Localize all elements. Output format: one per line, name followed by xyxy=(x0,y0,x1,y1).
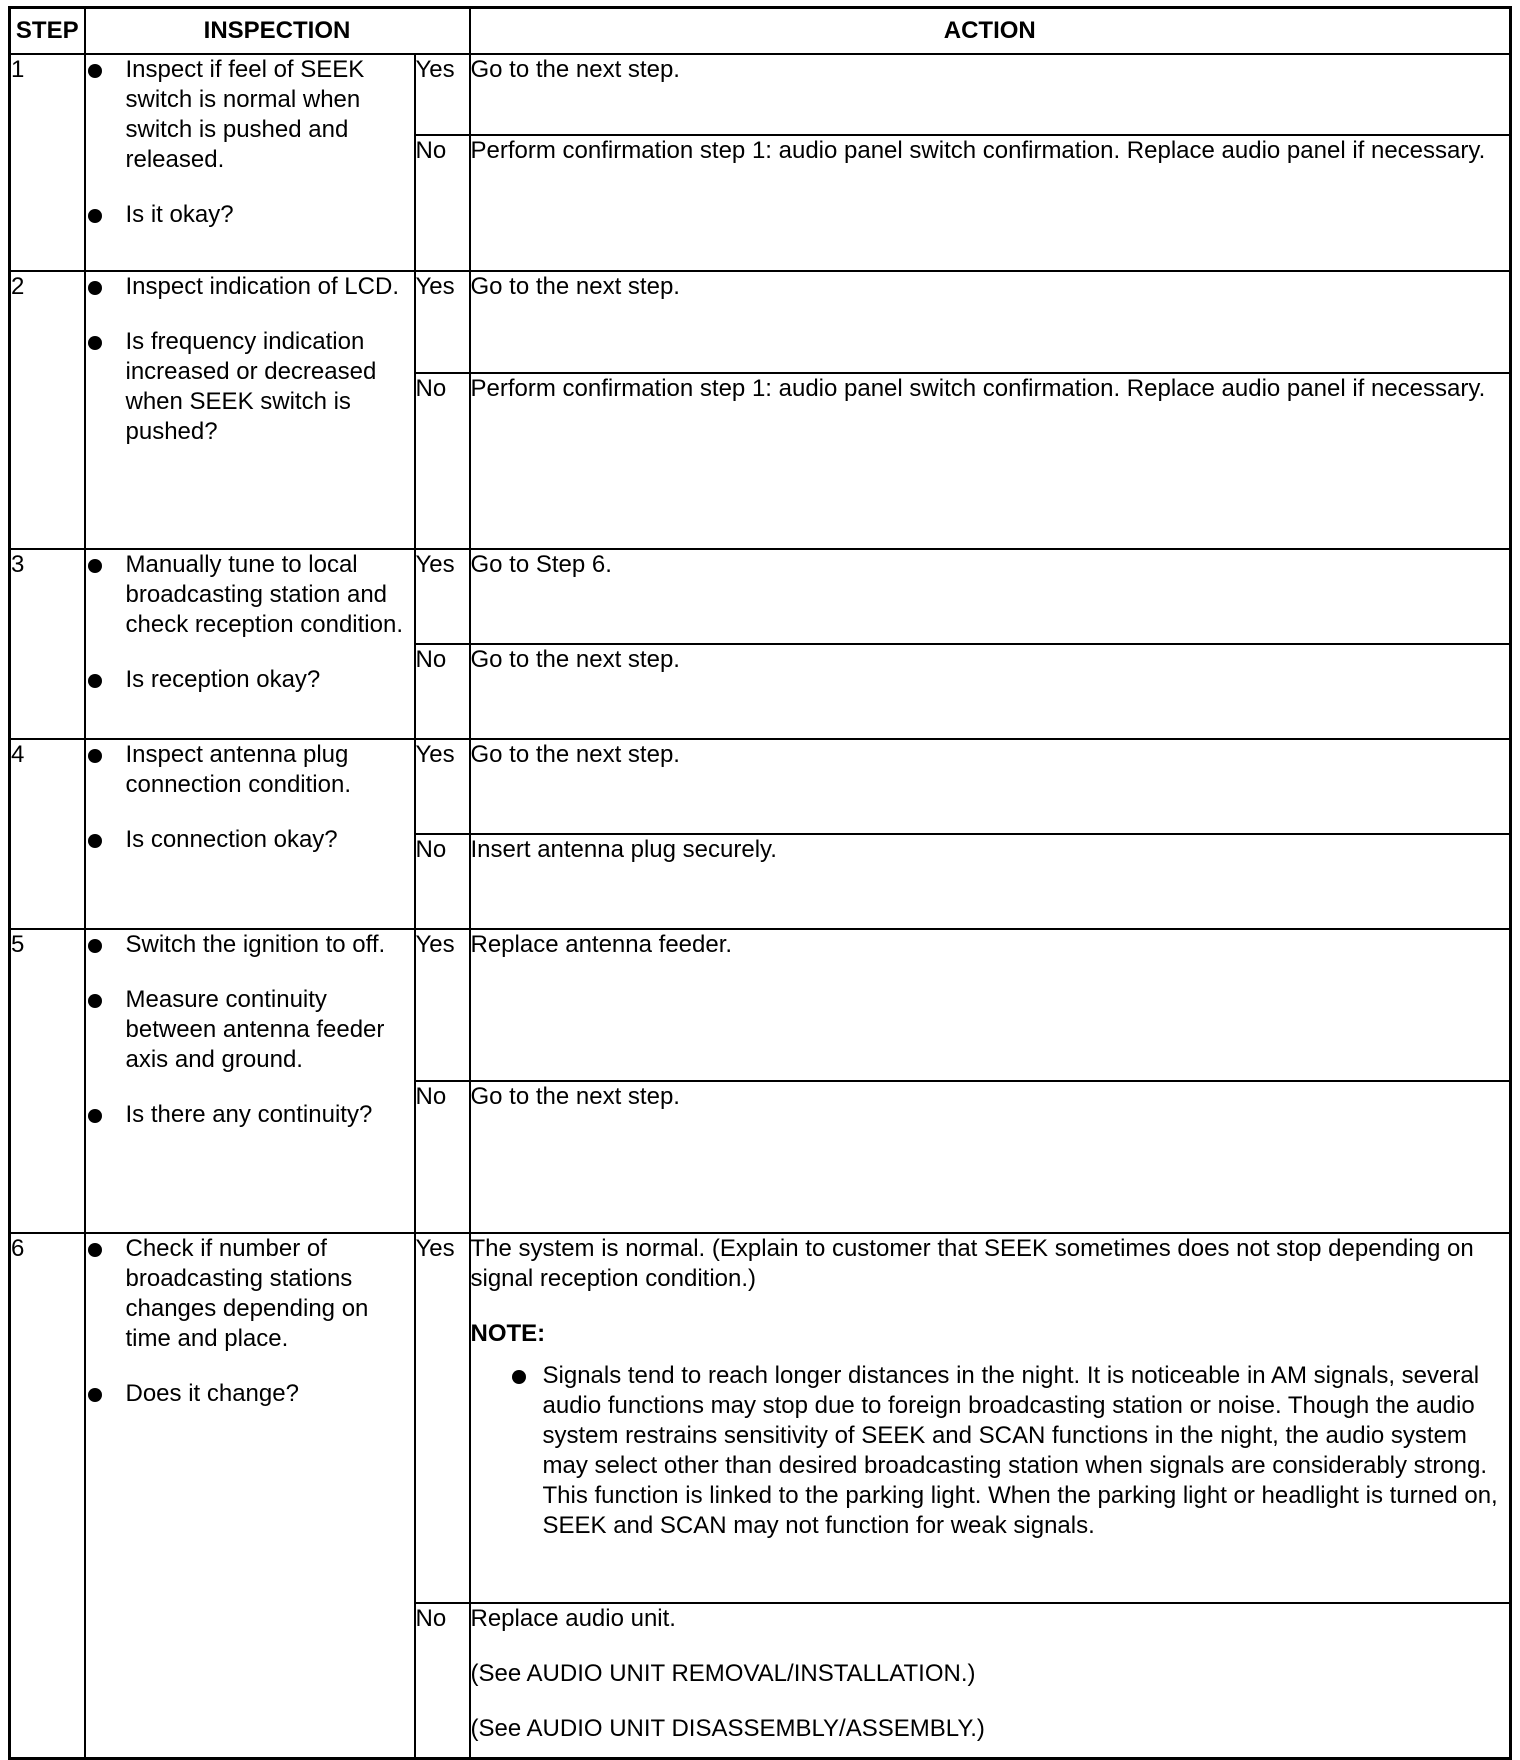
no-action xyxy=(470,1081,1511,1233)
action-text: Go to the next step. xyxy=(470,646,680,673)
step-row-yes xyxy=(10,549,1511,644)
no-action xyxy=(470,834,1511,929)
inspection-list xyxy=(86,272,414,447)
step-number: 6 xyxy=(10,1233,85,1758)
inspection-item: Is it okay? xyxy=(126,200,414,230)
inspection-cell xyxy=(85,54,415,271)
action-text: The system is normal. (Explain to customer that SEEK sometimes does not stop depending on signal reception condition.) xyxy=(470,1235,1474,1292)
inspection-item: Switch the ignition to off. xyxy=(126,930,414,960)
inspection-item: Inspect antenna plug connection condition. xyxy=(126,740,414,800)
no-label: No xyxy=(415,135,470,271)
header-step: STEP xyxy=(10,8,85,55)
inspection-item: Inspect indication of LCD. xyxy=(126,272,414,302)
note-item: Signals tend to reach longer distances in the night. It is noticeable in AM signals, several audio functions may stop due to foreign broadcasting station or noise. Though the audio system restrains sensitivity of SEEK and SCAN functions in the night, the audio system may select other than desired broadcasting station when signals are considerably strong. This function is linked to the parking light. When the parking light or headlight is turned on, SEEK and SCAN may not function for weak signals. xyxy=(543,1361,1510,1541)
action-text: Go to the next step. xyxy=(470,273,680,300)
action-text: Replace antenna feeder. xyxy=(470,931,733,958)
action-text: Go to the next step. xyxy=(470,56,680,83)
yes-label: Yes xyxy=(415,271,470,373)
inspection-list xyxy=(86,550,414,695)
step-row-yes xyxy=(10,1233,1511,1603)
action-text: Insert antenna plug securely. xyxy=(470,836,777,863)
inspection-item: Is connection okay? xyxy=(126,825,414,855)
yes-label: Yes xyxy=(415,54,470,135)
yes-action xyxy=(470,54,1511,135)
yes-label: Yes xyxy=(415,739,470,834)
yes-action xyxy=(470,271,1511,373)
inspection-item: Inspect if feel of SEEK switch is normal when switch is pushed and released. xyxy=(126,55,414,175)
step-row-yes xyxy=(10,929,1511,1081)
no-label: No xyxy=(415,834,470,929)
step-number: 4 xyxy=(10,739,85,929)
inspection-item: Does it change? xyxy=(126,1379,414,1409)
inspection-cell xyxy=(85,549,415,739)
inspection-list xyxy=(86,740,414,855)
step-row-yes xyxy=(10,739,1511,834)
inspection-item: Is frequency indication increased or decreased when SEEK switch is pushed? xyxy=(126,327,414,447)
action-text: Go to Step 6. xyxy=(470,551,612,578)
action-text: (See AUDIO UNIT DISASSEMBLY/ASSEMBLY.) xyxy=(470,1715,985,1742)
no-action xyxy=(470,135,1511,271)
action-text: Perform confirmation step 1: audio panel switch confirmation. Replace audio panel if necessary. xyxy=(470,137,1486,164)
step-row-yes xyxy=(10,271,1511,373)
action-text: Go to the next step. xyxy=(470,1083,680,1110)
yes-action xyxy=(470,549,1511,644)
no-action xyxy=(470,1603,1511,1758)
step-row-yes xyxy=(10,54,1511,135)
note-label: NOTE: xyxy=(470,1320,546,1347)
action-text: (See AUDIO UNIT REMOVAL/INSTALLATION.) xyxy=(470,1660,976,1687)
no-label: No xyxy=(415,373,470,549)
no-action xyxy=(470,373,1511,549)
no-action xyxy=(470,644,1511,739)
yes-action xyxy=(470,739,1511,834)
inspection-list xyxy=(86,55,414,230)
step-number: 5 xyxy=(10,929,85,1233)
inspection-item: Is there any continuity? xyxy=(126,1100,414,1130)
inspection-item: Is reception okay? xyxy=(126,665,414,695)
action-text: Replace audio unit. xyxy=(470,1605,676,1632)
inspection-cell xyxy=(85,739,415,929)
yes-action xyxy=(470,929,1511,1081)
yes-label: Yes xyxy=(415,549,470,644)
no-label: No xyxy=(415,644,470,739)
inspection-cell xyxy=(85,271,415,549)
table-body xyxy=(10,54,1511,1758)
inspection-cell xyxy=(85,1233,415,1758)
header-action: ACTION xyxy=(470,8,1511,55)
yes-label: Yes xyxy=(415,1233,470,1603)
inspection-item: Measure continuity between antenna feeder axis and ground. xyxy=(126,985,414,1075)
yes-label: Yes xyxy=(415,929,470,1081)
inspection-item: Manually tune to local broadcasting station and check reception condition. xyxy=(126,550,414,640)
step-number: 3 xyxy=(10,549,85,739)
header-row xyxy=(10,8,1511,55)
diagnostic-procedure-table xyxy=(8,6,1512,1760)
header-inspection: INSPECTION xyxy=(85,8,470,55)
inspection-item: Check if number of broadcasting stations changes depending on time and place. xyxy=(126,1234,414,1354)
no-label: No xyxy=(415,1603,470,1758)
inspection-list xyxy=(86,930,414,1130)
yes-action xyxy=(470,1233,1511,1603)
no-label: No xyxy=(415,1081,470,1233)
step-number: 2 xyxy=(10,271,85,549)
step-number: 1 xyxy=(10,54,85,271)
note-list xyxy=(471,1361,1510,1541)
inspection-list xyxy=(86,1234,414,1409)
inspection-cell xyxy=(85,929,415,1233)
action-text: Perform confirmation step 1: audio panel switch confirmation. Replace audio panel if necessary. xyxy=(470,375,1486,402)
action-text: Go to the next step. xyxy=(470,741,680,768)
